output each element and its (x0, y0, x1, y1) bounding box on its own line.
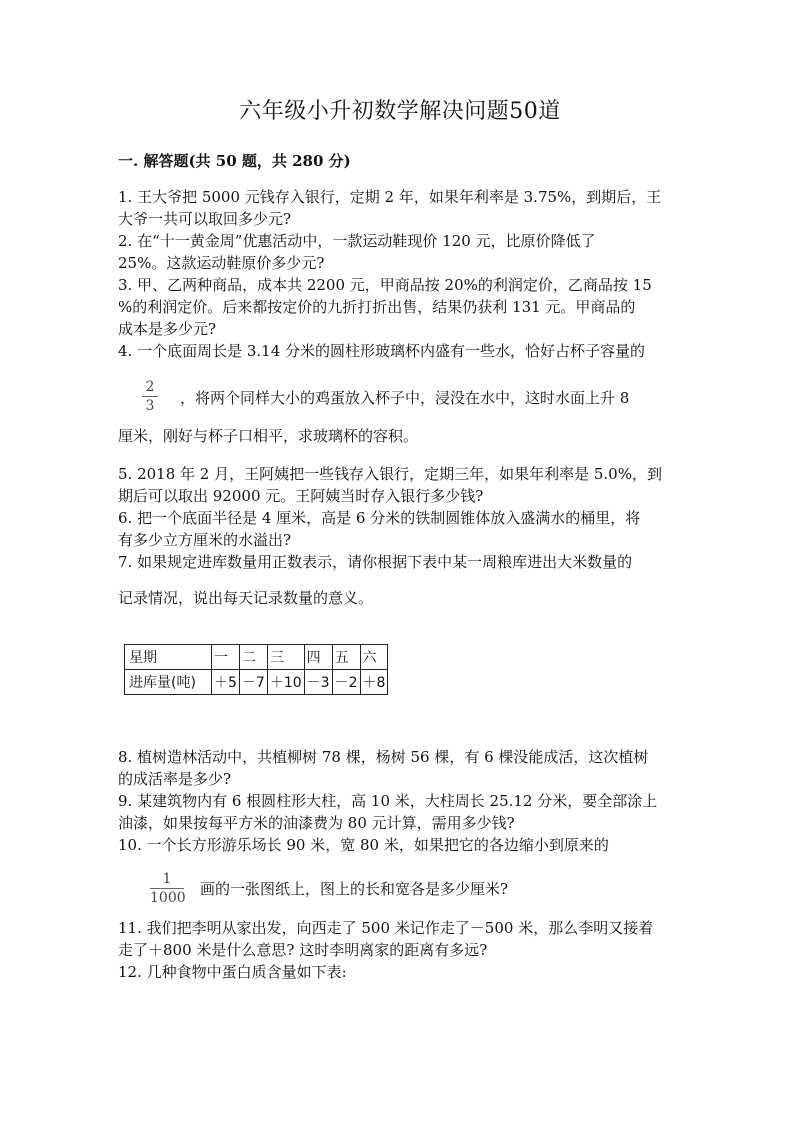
question-5-line-1: 5. 2018 年 2 月，王阿姨把一些钱存入银行，定期三年，如果年利率是 5.0%，到 (118, 465, 662, 483)
fraction-two-thirds (142, 380, 158, 413)
question-10-line-1: 10. 一个长方形游乐场长 90 米，宽 80 米，如果把它的各边缩小到原来的 (118, 836, 609, 854)
table-cell: 三 (267, 645, 304, 670)
question-9-line-1: 9. 某建筑物内有 6 根圆柱形大柱，高 10 米，大柱周长 25.12 分米，要全部涂上 (118, 792, 658, 810)
question-4-line-3: 厘米，刚好与杯子口相平，求玻璃杯的容积。 (118, 427, 419, 445)
question-2-line-1: 2. 在“十一黄金周”优惠活动中，一款运动鞋现价 120 元，比原价降低了 (118, 232, 596, 250)
section-heading: 一. 解答题(共 50 题，共 280 分) (118, 152, 351, 170)
table-cell: ＋10 (267, 670, 304, 695)
page-title: 六年级小升初数学解决问题50道 (239, 99, 561, 124)
question-10-line-2: 画的一张图纸上，图上的长和宽各是多少厘米? (200, 880, 509, 898)
question-3-line-1: 3. 甲、乙两种商品，成本共 2200 元，甲商品按 20%的利润定价，乙商品按 15 (118, 276, 652, 294)
question-6-line-1: 6. 把一个底面半径是 4 厘米，高是 6 分米的铁制圆锥体放入盛满水的桶里，将 (118, 509, 641, 527)
table-cell: 四 (304, 645, 332, 670)
question-5-line-2: 期后可以取出 92000 元。王阿姨当时存入银行多少钱? (118, 487, 484, 505)
question-4-line-2: ，将两个同样大小的鸡蛋放入杯子中，浸没在水中，这时水面上升 8 (180, 389, 630, 407)
fraction-numerator: 2 (142, 380, 158, 397)
question-9-line-2: 油漆，如果按每平方米的油漆费为 80 元计算，需用多少钱? (118, 814, 515, 832)
question-3-line-2: %的利润定价。后来都按定价的九折打折出售，结果仍获利 131 元。甲商品的 (118, 298, 636, 316)
fraction-numerator: 1 (150, 872, 184, 889)
table-cell: 六 (360, 645, 388, 670)
fraction-denominator: 1000 (150, 890, 186, 906)
question-11-line-1: 11. 我们把李明从家出发，向西走了 500 米记作走了－500 米，那么李明又接着 (118, 919, 654, 937)
question-3-line-3: 成本是多少元? (118, 320, 217, 338)
table-cell: 进库量(吨) (125, 670, 212, 695)
question-11-line-2: 走了＋800 米是什么意思? 这时李明离家的距离有多远? (118, 941, 488, 959)
table-cell: －3 (304, 670, 332, 695)
table-row (125, 670, 388, 695)
question-1-line-1: 1. 王大爷把 5000 元钱存入银行，定期 2 年，如果年利率是 3.75%，到期后，王 (118, 188, 662, 206)
table-cell: ＋5 (212, 670, 240, 695)
fraction-one-thousandth (150, 872, 184, 905)
table-cell: 二 (239, 645, 267, 670)
table-row (125, 645, 388, 670)
table-cell: 星期 (125, 645, 212, 670)
table-cell: －7 (239, 670, 267, 695)
question-7-line-2: 记录情况，说出每天记录数量的意义。 (118, 589, 374, 607)
question-2-line-2: 25%。这款运动鞋原价多少元? (118, 254, 325, 272)
table-cell: －2 (332, 670, 360, 695)
fraction-denominator: 3 (145, 398, 155, 414)
grain-record-table (124, 644, 388, 695)
question-4-line-1: 4. 一个底面周长是 3.14 分米的圆柱形玻璃杯内盛有一些水，恰好占杯子容量的 (118, 342, 646, 360)
question-7-line-1: 7. 如果规定进库数量用正数表示，请你根据下表中某一周粮库进出大米数量的 (118, 553, 633, 571)
table-cell: ＋8 (360, 670, 388, 695)
question-8-line-1: 8. 植树造林活动中，共植柳树 78 棵，杨树 56 棵，有 6 棵没能成活，这次植树 (118, 748, 649, 766)
question-6-line-2: 有多少立方厘米的水溢出? (118, 531, 292, 549)
question-12-line-1: 12. 几种食物中蛋白质含量如下表: (118, 963, 347, 981)
question-1-line-2: 大爷一共可以取回多少元? (118, 210, 292, 228)
table-cell: 一 (212, 645, 240, 670)
table-cell: 五 (332, 645, 360, 670)
question-8-line-2: 的成活率是多少? (118, 770, 232, 788)
